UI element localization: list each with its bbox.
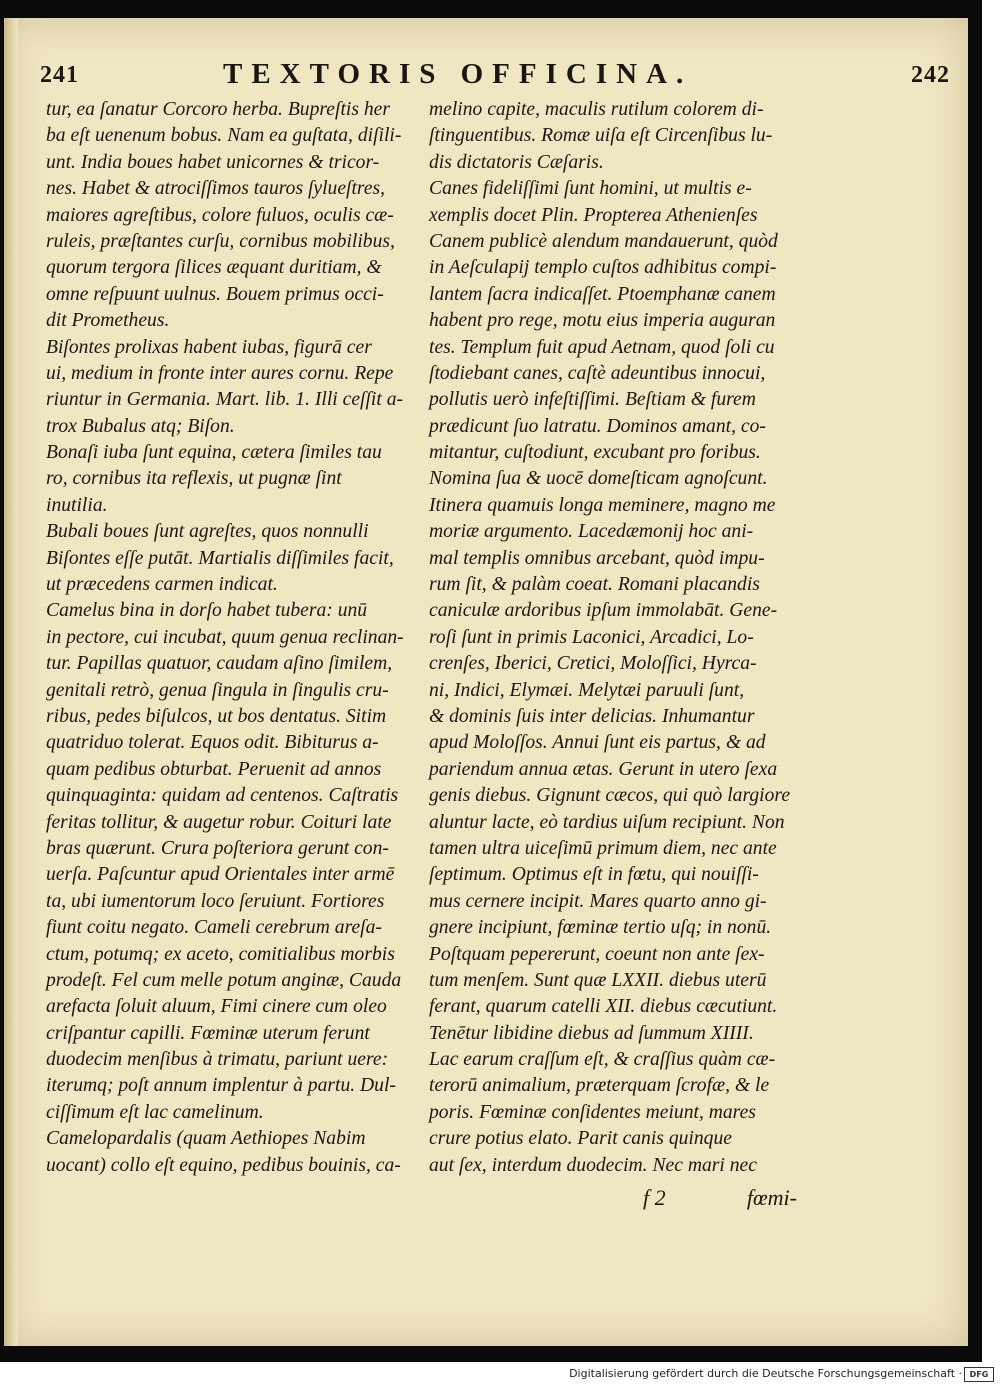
text-line: arefacta ſoluit aluum, Fimi cinere cum oleo [46, 996, 387, 1018]
text-line: Itinera quamuis longa meminere, magno me [429, 494, 776, 516]
text-line: genis diebus. Gignunt cæcos, qui quò largiore [429, 785, 791, 807]
text-line: trox Bubalus atq; Biſon. [46, 415, 235, 437]
text-line: tum menſem. Sunt quæ LXXII. diebus uterū [429, 969, 767, 991]
text-line: ſtodiebant canes, caſtè adeuntibus innocui, [429, 362, 766, 384]
text-line: roſi ſunt in primis Laconici, Arcadici, Lo- [429, 626, 754, 648]
text-line: genitali retrò, genua ſingula in ſingulis cru- [46, 679, 389, 701]
page-gutter-shadow [4, 18, 18, 1346]
text-line: iterumq; poſt annum implentur à partu. Dul- [46, 1075, 396, 1097]
text-line: rum ſit, & palàm coeat. Romani placandis [429, 574, 760, 596]
footer-credit: Digitalisierung gefördert durch die Deutsche Forschungsgemeinschaft · [569, 1367, 962, 1380]
right-text-column [429, 97, 797, 1179]
text-line: Lac earum craſſum eſt, & craſſius quàm cæ- [429, 1049, 776, 1071]
text-line: quatriduo tolerat. Equos odit. Bibiturus a- [46, 732, 379, 754]
left-text-column [46, 97, 418, 1179]
text-line: ui, medium in fronte inter aures cornu. Repe [46, 362, 394, 384]
text-line: riuntur in Germania. Mart. lib. 1. Illi ceſſit a- [46, 389, 404, 411]
text-line: gnere incipiunt, fœminæ tertio uſq; in nonū. [429, 917, 772, 939]
text-line: ciſſimum eſt lac camelinum. [46, 1101, 264, 1123]
text-line: mal templis omnibus arcebant, quòd impu- [429, 547, 765, 569]
text-line: uerſa. Paſcuntur apud Orientales inter armē [46, 864, 395, 886]
text-line: unt. India boues habet unicornes & tricor- [46, 151, 380, 173]
text-line: ſeptimum. Optimus eſt in fœtu, qui nouiſſi- [429, 864, 759, 886]
text-line: caniculæ ardoribus ipſum immolabāt. Gene- [429, 600, 778, 622]
text-line: terorū animalium, præterquam ſcrofæ, & le [429, 1075, 770, 1097]
page-header [40, 52, 950, 102]
text-line: mitantur, cuſtodiunt, excubant pro foribus. [429, 442, 761, 464]
text-line: moriæ argumento. Lacedæmonij hoc ani- [429, 521, 754, 543]
text-line: Canes fideliſſimi ſunt homini, ut multis e- [429, 178, 752, 200]
text-line: Bonaſi iuba ſunt equina, cætera ſimiles tau [46, 442, 382, 464]
digitization-footer [0, 1364, 1000, 1384]
text-line: tamen ultra uiceſimū primum diem, nec ante [429, 837, 777, 859]
text-line: Camelopardalis (quam Aethiopes Nabim [46, 1128, 366, 1150]
text-line: dit Prometheus. [46, 310, 170, 332]
signature-mark: f 2 [643, 1185, 666, 1210]
text-line: poris. Fœminæ conſidentes meiunt, mares [429, 1101, 756, 1123]
text-line: ctum, potumq; ex aceto, comitialibus morbis [46, 943, 395, 965]
text-line: lantem ſacra indicaſſet. Ptoemphanæ canem [429, 283, 776, 305]
text-line: Nomina ſua & uocē domeſticam agnoſcunt. [429, 468, 768, 490]
text-line: tes. Templum fuit apud Aetnam, quod ſoli cu [429, 336, 775, 358]
text-line: in pectore, cui incubat, quum genua reclinan- [46, 626, 404, 648]
text-line: aluntur lacte, eò tardius uiſum recipiunt. Non [429, 811, 785, 833]
text-line: ferant, quarum catelli XII. diebus cæcutiunt. [429, 996, 778, 1018]
dfg-logo: DFG [964, 1367, 994, 1382]
text-line: ſtinguentibus. Romæ uiſa eſt Circenſibus lu- [429, 125, 773, 147]
text-line: nes. Habet & atrociſſimos tauros ſylueſtres, [46, 178, 386, 200]
text-line: habent pro rege, motu eius imperia auguran [429, 310, 776, 332]
catchword: fœmi- [746, 1185, 797, 1210]
text-line: Tenētur libidine diebus ad ſummum XIIII. [429, 1022, 754, 1044]
text-line: pollutis uerò infeſtiſſimi. Beſtiam & furem [429, 389, 756, 411]
text-line: quinquaginta: quidam ad centenos. Caſtratis [46, 785, 399, 807]
text-line: xemplis docet Plin. Propterea Athenienſes [429, 204, 758, 226]
text-line: quorum tergora ſilices æquant duritiam, & [46, 257, 382, 279]
page-number-left: 241 [40, 62, 79, 88]
text-line: Biſontes prolixas habent iubas, figurā cer [46, 336, 372, 358]
text-line: mus cernere incipit. Mares quarto anno gi- [429, 890, 767, 912]
text-line: Biſontes eſſe putāt. Martialis diſſimiles facit, [46, 547, 394, 569]
text-line: pariendum annua ætas. Gerunt in utero ſexa [429, 758, 778, 780]
text-line: tur, ea ſanatur Corcoro herba. Bupreſtis her [46, 99, 390, 120]
text-line: bras quærunt. Crura poſteriora gerunt con- [46, 837, 389, 859]
text-line: fiunt coitu negato. Cameli cerebrum areſa- [46, 917, 382, 939]
text-line: & dominis ſuis inter delicias. Inhumantur [429, 705, 755, 727]
text-line: melino capite, maculis rutilum colorem di- [429, 99, 764, 120]
text-line: prædicunt ſuo latratu. Dominos amant, co- [429, 415, 766, 437]
running-title: TEXTORIS OFFICINA. [223, 58, 693, 90]
text-line: Poſtquam pepererunt, coeunt non ante ſex- [429, 943, 765, 965]
text-line: Canem publicè alendum mandauerunt, quòd [429, 230, 778, 252]
text-line: quam pedibus obturbat. Peruenit ad annos [46, 758, 382, 780]
text-line: tur. Papillas quatuor, caudam aſino ſimilem, [46, 653, 393, 675]
text-line: aut ſex, interdum duodecim. Nec mari nec [429, 1154, 757, 1176]
text-line: maiores agreſtibus, colore fuluos, oculis cæ- [46, 204, 394, 226]
text-line: Bubali boues ſunt agreſtes, quos nonnulli [46, 521, 369, 543]
text-line: ut præcedens carmen indicat. [46, 574, 278, 596]
text-line: ta, ubi iumentorum loco ſeruiunt. Fortiores [46, 890, 385, 912]
text-line: dis dictatoris Cæſaris. [429, 151, 604, 173]
page-number-right: 242 [911, 62, 950, 88]
text-line: ro, cornibus ita reflexis, ut pugnæ ſint [46, 468, 342, 490]
text-line: crenſes, Iberici, Cretici, Moloſſici, Hyrca- [429, 653, 757, 675]
text-line: ribus, pedes biſulcos, ut bos dentatus. Sitim [46, 705, 387, 727]
text-line: inutilia. [46, 494, 108, 516]
text-line: omne reſpuunt uulnus. Bouem primus occi- [46, 283, 384, 305]
text-line: duodecim menſibus à trimatu, pariunt uere: [46, 1049, 389, 1071]
text-line: prodeſt. Fel cum melle potum anginæ, Cauda [46, 969, 402, 991]
text-line: apud Moloſſos. Annui ſunt eis partus, & ad [429, 732, 766, 754]
text-line: criſpantur capilli. Fœminæ uterum ferunt [46, 1022, 370, 1044]
page-foot [429, 1185, 797, 1215]
text-line: feritas tollitur, & augetur robur. Coituri late [46, 811, 392, 833]
text-line: Camelus bina in dorſo habet tubera: unū [46, 600, 368, 622]
text-line: uocant) collo eſt equino, pedibus bouinis, ca- [46, 1154, 401, 1176]
text-line: in Aeſculapij templo cuſtos adhibitus compi- [429, 257, 777, 279]
text-line: ruleis, præſtantes curſu, cornibus mobilibus, [46, 230, 395, 252]
text-line: ba eſt uenenum bobus. Nam ea guſtata, diſili- [46, 125, 402, 147]
text-line: ni, Indici, Elymæi. Melytæi paruuli ſunt, [429, 679, 745, 701]
text-line: crure potius elato. Parit canis quinque [429, 1128, 732, 1150]
